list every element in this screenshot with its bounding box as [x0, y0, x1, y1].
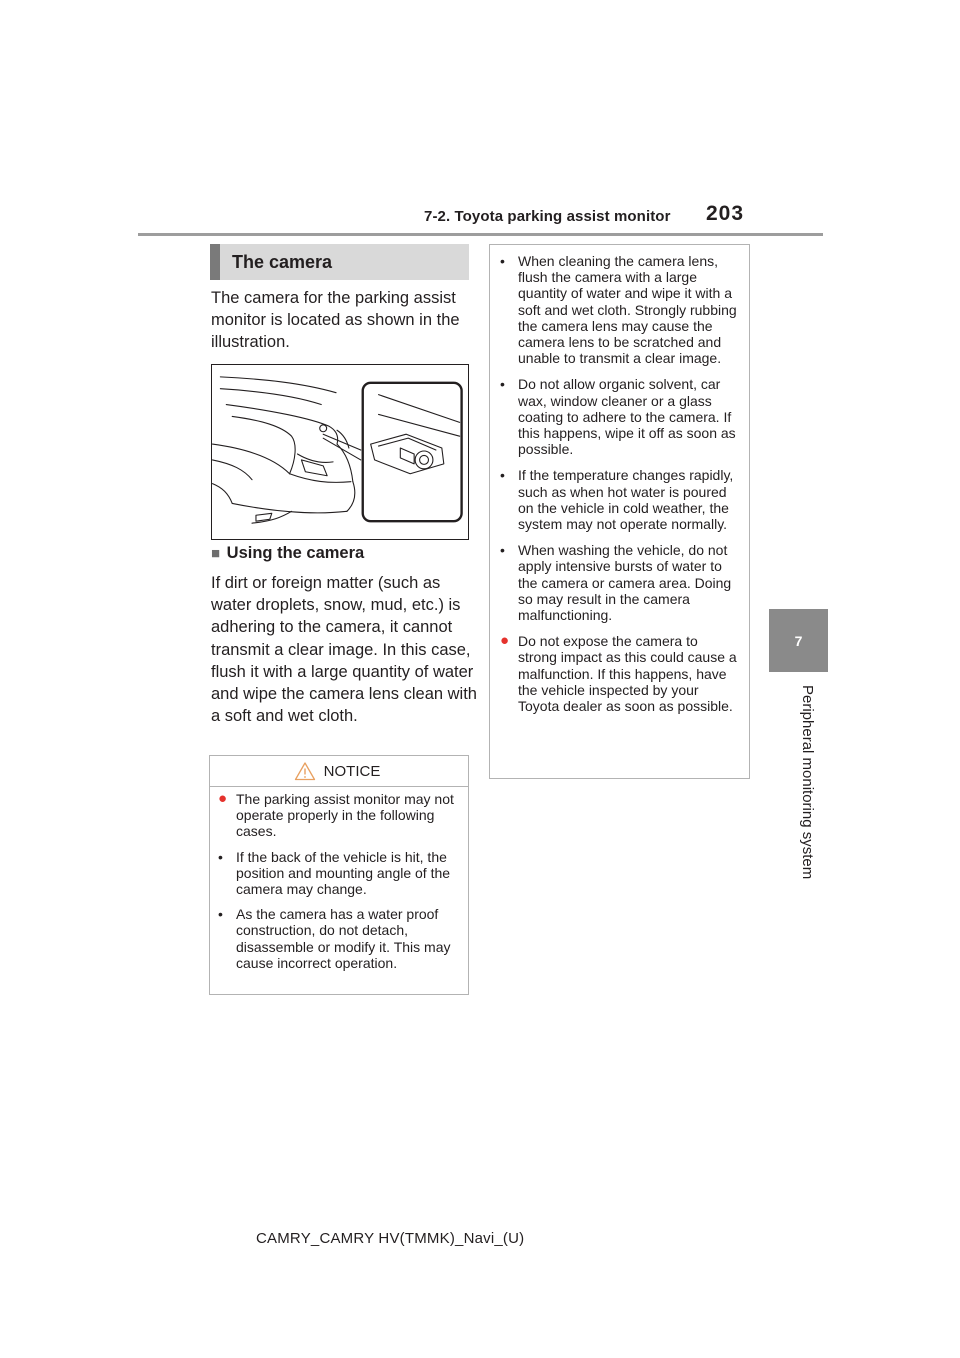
notice-item	[218, 906, 460, 971]
notice-body	[210, 787, 468, 971]
dot-bullet: •	[218, 906, 223, 923]
notice-item-text: The parking assist monitor may not operate properly in the following cases.	[236, 791, 454, 840]
dot-bullet: •	[500, 376, 505, 393]
header-rule	[138, 233, 823, 236]
car-rear-camera-drawing	[212, 365, 468, 539]
using-camera-paragraph: If dirt or foreign matter (such as water droplets, snow, mud, etc.) is adhering to the camera, it cannot transmit a clear image. In this case, flush it with a large quantity of water and wipe the camera lens clean with a soft and wet cloth.	[211, 574, 477, 726]
notice-item-text: If the back of the vehicle is hit, the position and mounting angle of the camera may change.	[236, 848, 451, 898]
notice-title: NOTICE	[323, 762, 381, 780]
subheading-label: Using the camera	[226, 544, 365, 562]
notice-box	[209, 755, 469, 995]
notice-item-text: As the camera has a water proof construction, do not detach, disassemble or modify it. This may cause incorrect operation.	[236, 906, 451, 971]
caution-item-text: When cleaning the camera lens, flush the camera with a large quantity of water and wipe it with a soft and wet cloth. Strongly rubbing the camera lens may cause the camera lens to be scratched and unable to transmit a clear image.	[518, 253, 737, 367]
circle-bullet: ●	[218, 790, 228, 807]
camera-location-illustration	[211, 364, 469, 540]
chapter-tab: 7	[769, 609, 828, 672]
notice-item	[218, 849, 460, 898]
caution-item	[500, 467, 739, 532]
circle-bullet: ●	[500, 632, 510, 650]
caution-item-text: Do not allow organic solvent, car wax, window cleaner or a glass coating to adhere to the camera. If this happens, wipe it off as soon as possible.	[518, 376, 736, 458]
dot-bullet: •	[218, 848, 223, 865]
notice-header	[210, 756, 468, 787]
dot-bullet: •	[500, 253, 505, 269]
caution-item	[500, 542, 739, 623]
caution-item-text: Do not expose the camera to strong impact as this could cause a malfunction. If this happens, have the vehicle inspected by your Toyota dealer as soon as possible.	[518, 633, 737, 715]
caution-item	[500, 376, 739, 457]
footer-model-code: CAMRY_CAMRY HV(TMMK)_Navi_(U)	[256, 1230, 525, 1247]
intro-paragraph: The camera for the parking assist monitor is located as shown in the illustration.	[211, 289, 460, 351]
subheading-using-camera	[211, 544, 364, 563]
caution-item	[500, 633, 739, 714]
chapter-side-label: Peripheral monitoring system	[799, 685, 816, 880]
section-heading-label: The camera	[232, 251, 333, 272]
caution-item-text: When washing the vehicle, do not apply intensive bursts of water to the camera or camera area. Doing so may result in the camera malfunctioning.	[518, 542, 732, 624]
warning-triangle-icon	[294, 761, 316, 781]
page-number: 203	[706, 202, 745, 225]
header-section-title: 7-2. Toyota parking assist monitor	[424, 208, 671, 225]
dot-bullet: •	[500, 542, 505, 559]
caution-item	[500, 253, 739, 366]
notice-item	[218, 791, 460, 840]
square-marker: ■	[211, 545, 221, 562]
caution-box	[489, 244, 750, 779]
caution-item-text: If the temperature changes rapidly, such as when hot water is poured on the vehicle in cold weather, the system may not operate normally.	[518, 467, 734, 533]
section-heading	[210, 244, 469, 280]
dot-bullet: •	[500, 467, 505, 484]
